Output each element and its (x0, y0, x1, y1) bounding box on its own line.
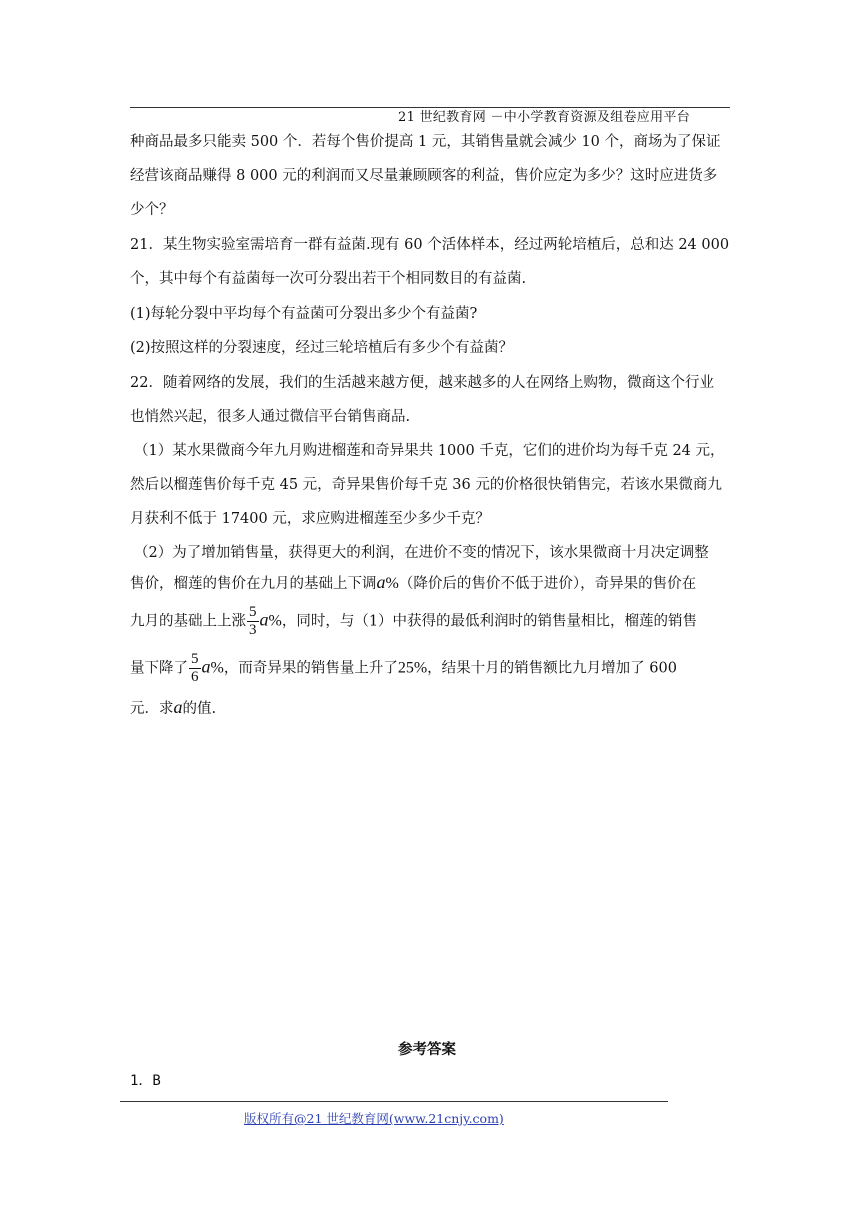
fraction-numerator: 5 (249, 604, 257, 620)
q20-line-1: 种商品最多只能卖 500 个．若每个售价提高 1 元，其销售量就会减少 10 个，商场为了保证 (130, 134, 721, 150)
q22-part2-text: （降价后的售价不低于进价），奇异果的售价在 (398, 576, 697, 592)
q22-part2-line-3 (130, 604, 697, 639)
variable-a: a (259, 609, 269, 630)
q20-line-3: 少个？ (130, 202, 174, 218)
q22-part1-line-1: （1）某水果微商今年九月购进榴莲和奇异果共 1000 千克，它们的进价均为每千克 24 元， (134, 443, 725, 459)
percent-sign: % (268, 612, 282, 630)
q22-line-2: 也悄然兴起，很多人通过微信平台销售商品. (130, 409, 411, 425)
q22-part1-line-3: 月获利不低于 17400 元，求应购进榴莲至少多少千克？ (130, 511, 490, 527)
percent-sign: % (210, 659, 224, 677)
variable-a: a (376, 572, 386, 592)
q22-part2-text: 的值. (182, 701, 217, 717)
fraction-five-thirds (247, 604, 259, 639)
q22-part2-text: 九月的基础上上涨 (130, 613, 246, 630)
q22-part2-text: 量下降了 (130, 660, 188, 677)
variable-a: a (173, 697, 183, 717)
q22-part2-text: ，同时，与（1）中获得的最低利润时的销售量相比，榴莲的销售 (281, 613, 698, 630)
answer-item-1: 1．B (130, 1073, 161, 1089)
q22-part2-line-4 (130, 651, 677, 686)
q22-line-1: 22．随着网络的发展，我们的生活越来越方便，越来越多的人在网络上购物，微商这个行业 (130, 375, 714, 391)
q22-part2-line-5 (130, 697, 216, 718)
variable-a: a (201, 656, 211, 677)
footer-copyright-link[interactable]: 版权所有@21 世纪教育网(www.21cnjy.com) (244, 1111, 504, 1126)
q22-part1-line-2: 然后以榴莲售价每千克 45 元，奇异果售价每千克 36 元的价格很快销售完，若该水果微商九 (130, 477, 722, 493)
q21-line-1: 21．某生物实验室需培育一群有益菌.现有 60 个活体样本，经过两轮培植后，总和达 24 000 (130, 237, 730, 253)
q20-line-2: 经营该商品赚得 8 000 元的利润而又尽量兼顾顾客的利益，售价应定为多少？这时应进货多 (130, 168, 718, 184)
q22-part2-text: ，而奇异果的销售量上升了 (223, 660, 398, 677)
q22-part2-line-1: （2）为了增加销售量，获得更大的利润，在进价不变的情况下，该水果微商十月决定调整 (134, 545, 709, 561)
q22-part2-text: 售价，榴莲的售价在九月的基础上下调 (130, 576, 377, 592)
fraction-five-sixths (189, 651, 201, 686)
percent-25: 25% (397, 659, 428, 677)
q21-line-2: 个，其中每个有益菌每一次可分裂出若干个相同数目的有益菌. (130, 271, 527, 287)
q21-part-1: (1)每轮分裂中平均每个有益菌可分裂出多少个有益菌? (130, 306, 478, 322)
fraction-denominator: 3 (249, 622, 257, 638)
fraction-numerator: 5 (191, 651, 199, 667)
q22-part2-text: 元．求 (130, 701, 174, 717)
q22-part2-line-2 (130, 572, 696, 593)
page-header: 21 世纪教育网 －中小学教育资源及组卷应用平台 (398, 110, 691, 125)
footer-rule (120, 1101, 668, 1102)
q21-part-2: (2)按照这样的分裂速度，经过三轮培植后有多少个有益菌？ (130, 340, 514, 356)
percent-sign: % (385, 575, 399, 592)
answers-title: 参考答案 (398, 1041, 456, 1058)
fraction-denominator: 6 (191, 669, 199, 685)
q22-part2-text: ，结果十月的销售额比九月增加了 600 (427, 660, 677, 677)
